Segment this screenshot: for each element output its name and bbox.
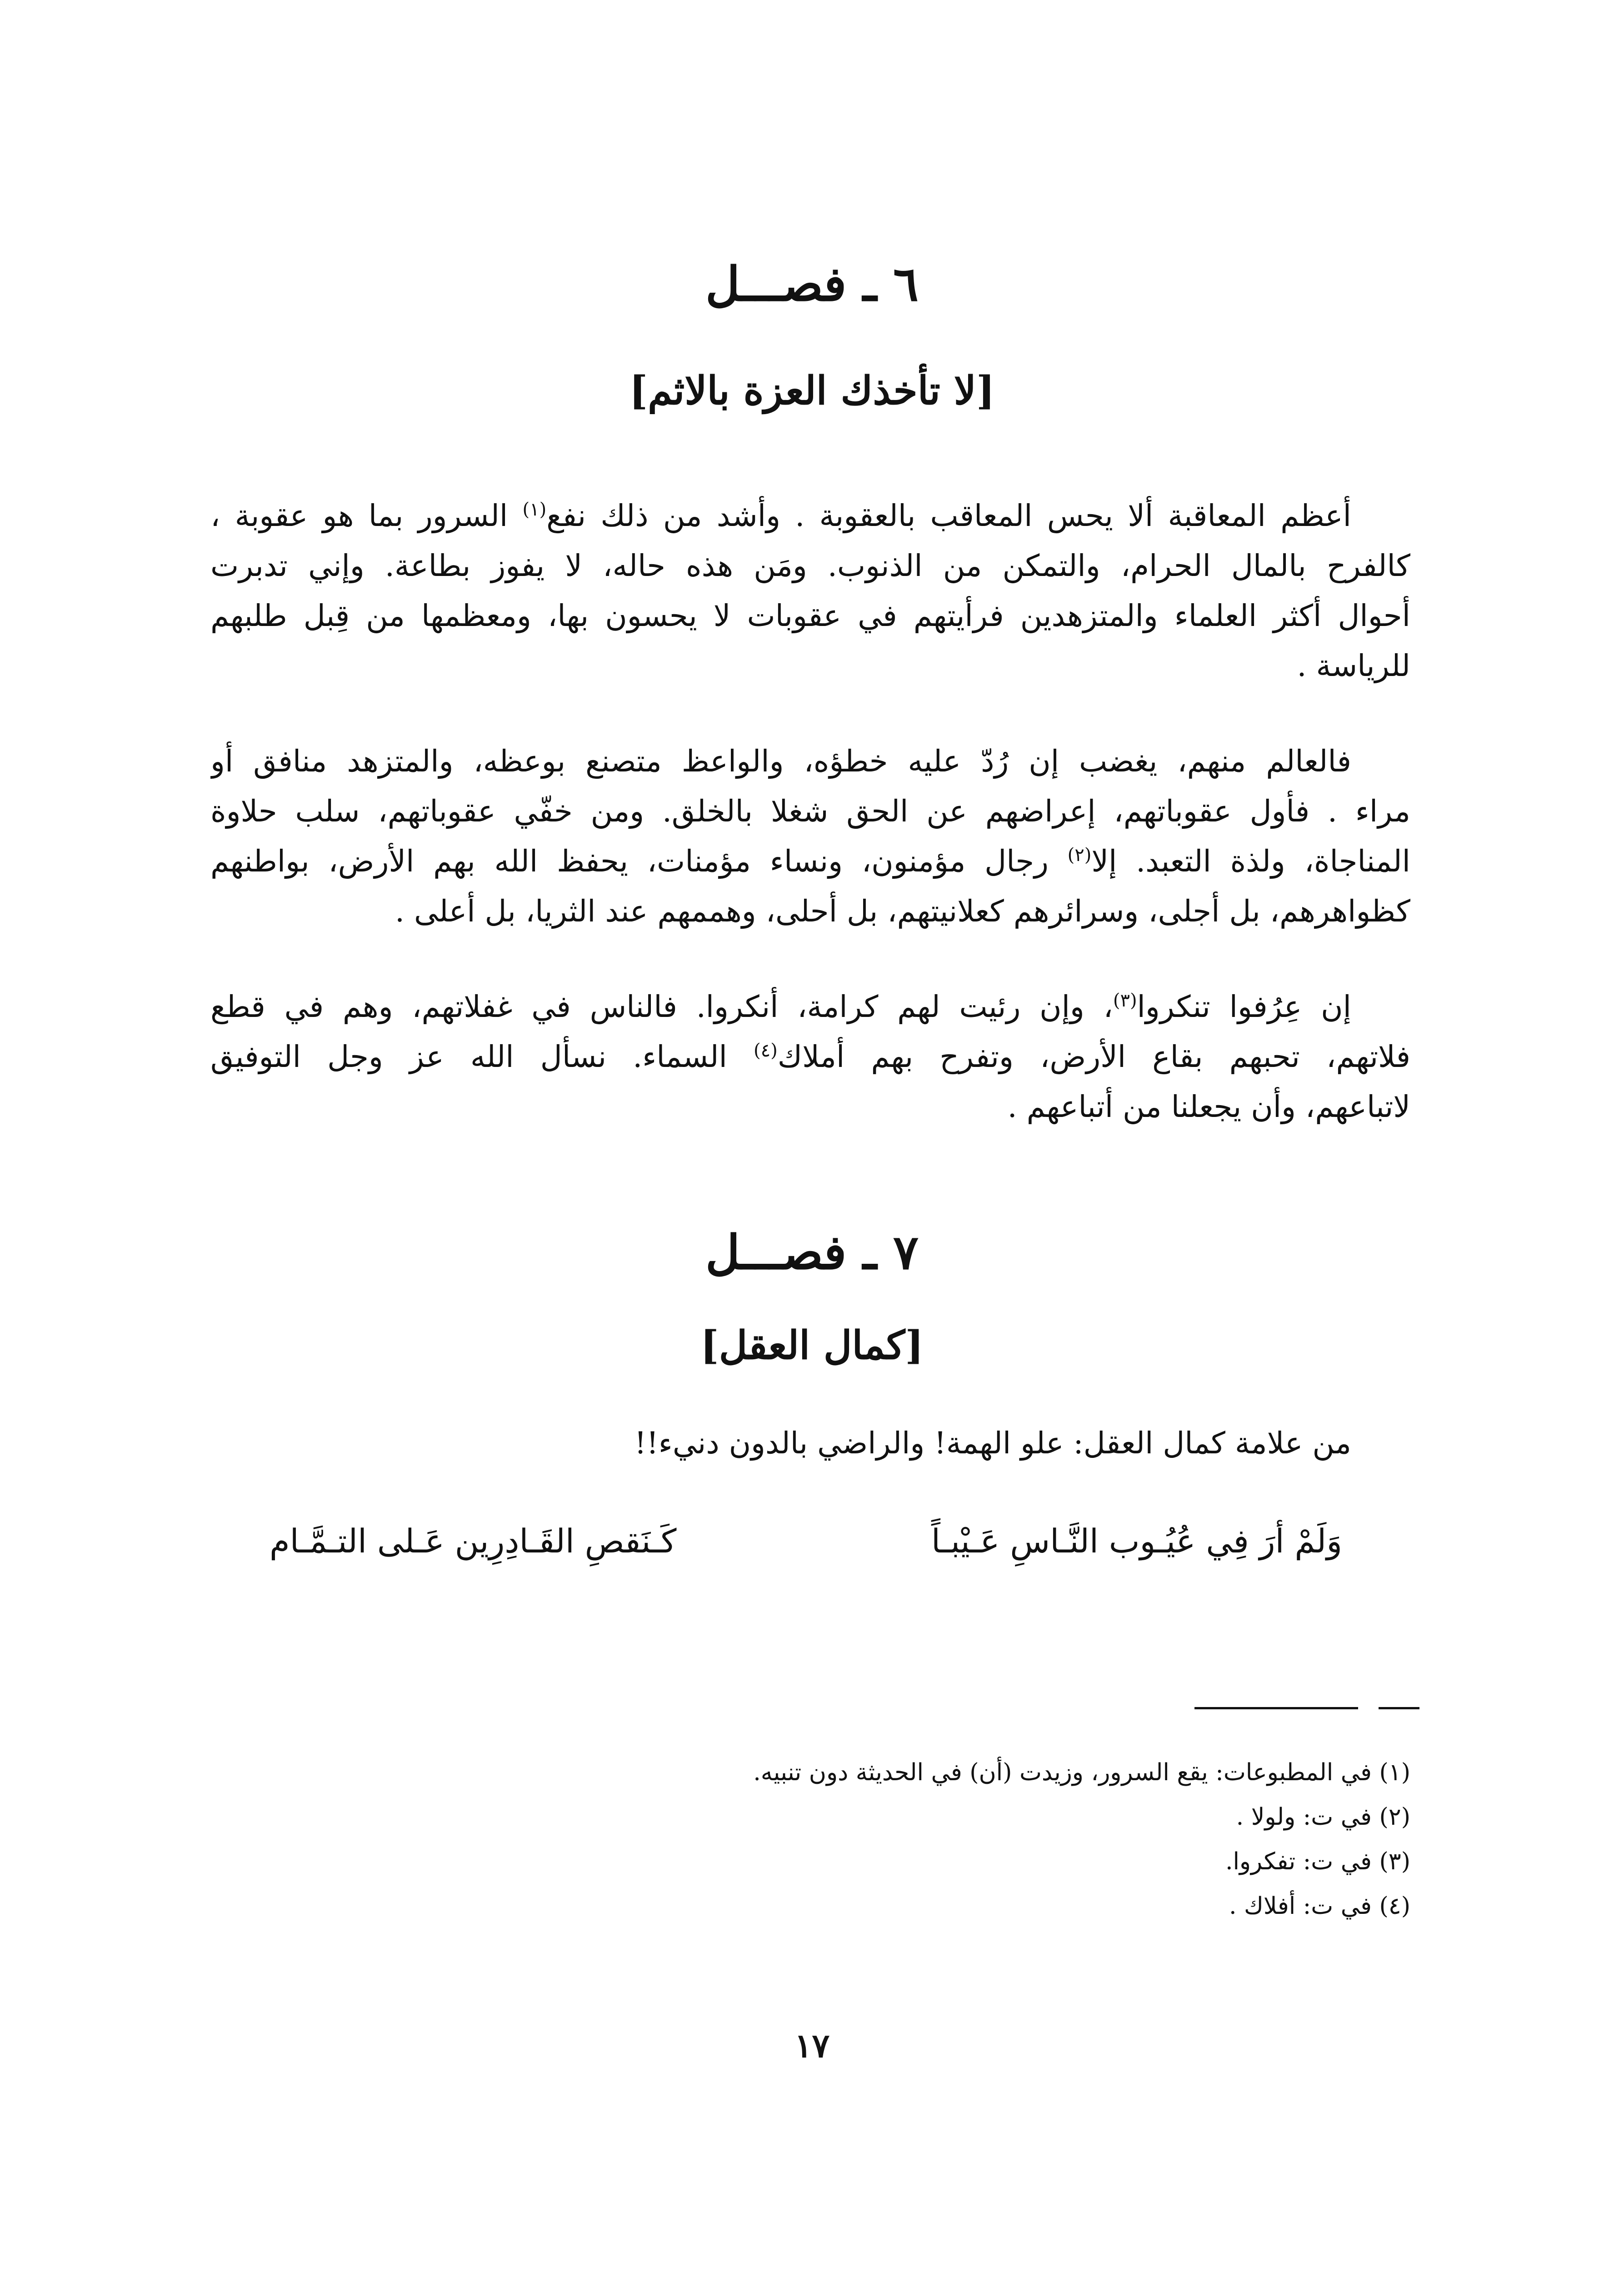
section-6-paragraph-1 (210, 491, 1410, 691)
footnote-ref-3: (٣) (1113, 990, 1137, 1011)
paragraph-line: أحوال أكثر العلماء والمتزهدين فرأيتهم في عقوبات لا يحسون بها، ومعظمها من قِبل طلبهم (210, 598, 1410, 633)
verse-first-hemistich: وَلَمْ أرَ فِي عُيُـوب النَّـاسِ عَـيْبـاً (931, 1522, 1342, 1560)
paragraph-line: أعظم المعاقبة ألا يحس المعاقب بالعقوبة . وأشد من ذلك نفع$^{(١)}$ السرور بما هو عقوبة ، (210, 498, 1351, 533)
footnote-2: (٢) في ت: ولولا . (1236, 1803, 1410, 1831)
paragraph-line: المناجاة، ولذة التعبد. إلا$^{(٢)}$ رجال مؤمنون، ونساء مؤمنات، يحفظ الله بهم الأرض، بواطنهم (210, 844, 1410, 879)
paragraph-line: مراء . فأول عقوباتهم، إعراضهم عن الحق شغلا بالخلق. ومن خفّي عقوباتهم، سلب حلاوة (210, 794, 1410, 829)
verse-second-hemistich: كَـنَقصِ القَـادِرِين عَـلى التـمَّـام (270, 1522, 677, 1560)
paragraph-line: لاتباعهم، وأن يجعلنا من أتباعهم . (1007, 1089, 1410, 1124)
paragraph-line: فالعالم منهم، يغضب إن رُدّ عليه خطؤه، والواعظ متصنع بوعظه، والمتزهد منافق أو (210, 744, 1351, 779)
footnote-4: (٤) في ت: أفلاك . (1229, 1892, 1410, 1920)
footnote-rule-short (1379, 1707, 1419, 1709)
footnote-3: (٣) في ت: تفكروا. (1225, 1848, 1410, 1875)
section-7-intro (210, 1418, 1410, 1468)
footnote-ref-4: (٤) (754, 1040, 778, 1061)
footnote-ref-2: (٢) (1067, 845, 1092, 866)
paragraph-line: للرياسة . (1297, 648, 1410, 683)
footnote-1: (١) في المطبوعات: يقع السرور، وزيدت (أن) في الحديثة دون تنبيه. (753, 1759, 1410, 1786)
section-6-heading: ٦ ـ فصـــل (705, 256, 919, 312)
footnotes (210, 1750, 1410, 1928)
footnote-ref-1: (١) (522, 499, 547, 520)
paragraph-line: كالفرح بالمال الحرام، والتمكن من الذنوب. ومَن هذه حاله، لا يفوز بطاعة. وإني تدبرت (210, 548, 1410, 583)
section-7-heading: ٧ ـ فصـــل (705, 1224, 919, 1280)
page-number: ١٧ (794, 2026, 830, 2065)
footnote-rule-long (1194, 1707, 1358, 1709)
paragraph-line: من علامة كمال العقل: علو الهمة! والراضي بالدون دنيء!! (634, 1426, 1351, 1461)
section-6-paragraph-3 (210, 982, 1410, 1132)
paragraph-line: فلاتهم، تحبهم بقاع الأرض، وتفرح بهم أملاك$^{(٤)}$ السماء. نسأل الله عز وجل التوفيق (210, 1039, 1410, 1074)
poetry-verse (270, 1514, 1342, 1568)
section-7-subheading: [كمال العقل] (700, 1322, 924, 1368)
paragraph-line: كظواهرهم، بل أجلى، وسرائرهم كعلانيتهم، بل أحلى، وهممهم عند الثريا، بل أعلى . (395, 894, 1410, 929)
section-6-paragraph-2 (210, 736, 1410, 936)
section-6-subheading: [لا تأخذك العزة بالاثم] (629, 368, 995, 414)
paragraph-line: إن عِرُفوا تنكروا$^{(٣)}$، وإن رئيت لهم كرامة، أنكروا. فالناس في غفلاتهم، وهم في قطع (210, 989, 1351, 1024)
